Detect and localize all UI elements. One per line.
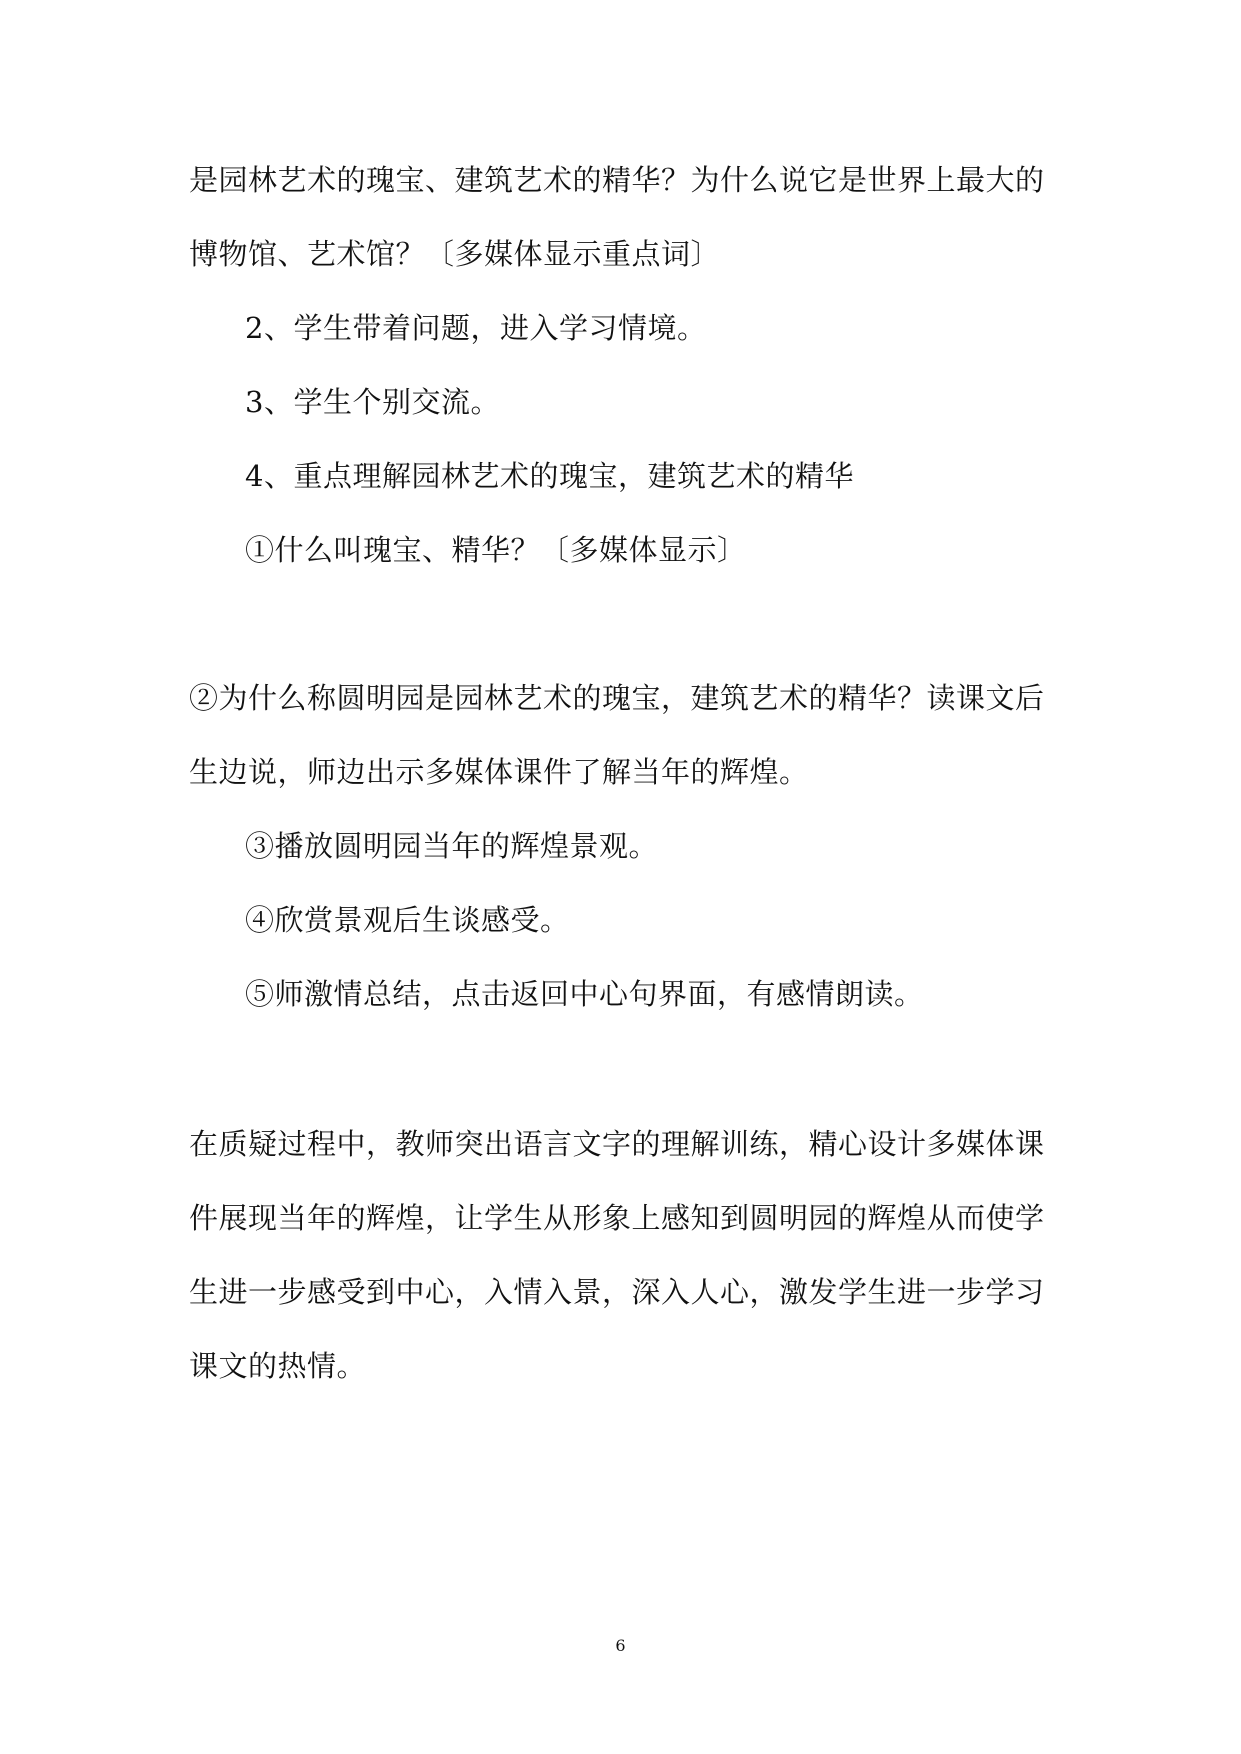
paragraph-line: 课文的热情。 <box>189 1349 367 1383</box>
paragraph-line: 件展现当年的辉煌，让学生从形象上感知到圆明园的辉煌从而使学 <box>189 1201 1045 1235</box>
list-item: 4、重点理解园林艺术的瑰宝，建筑艺术的精华 <box>245 459 854 493</box>
paragraph-line: 是园林艺术的瑰宝、建筑艺术的精华？为什么说它是世界上最大的 <box>189 163 1045 197</box>
sub-list-item: ③播放圆明园当年的辉煌景观。 <box>245 829 659 863</box>
paragraph-line: 生进一步感受到中心，入情入景，深入人心，激发学生进一步学习 <box>189 1275 1045 1309</box>
list-item: 3、学生个别交流。 <box>245 385 500 419</box>
sub-list-item: ④欣赏景观后生谈感受。 <box>245 903 570 937</box>
page-number: 6 <box>615 1636 626 1655</box>
paragraph-line: 博物馆、艺术馆？〔多媒体显示重点词〕 <box>189 237 721 271</box>
sub-list-item: ①什么叫瑰宝、精华？〔多媒体显示〕 <box>245 533 747 567</box>
sub-list-item: ⑤师激情总结，点击返回中心句界面，有感情朗读。 <box>245 977 924 1011</box>
sub-list-item: ②为什么称圆明园是园林艺术的瑰宝，建筑艺术的精华？读课文后 <box>189 681 1045 715</box>
paragraph-line: 在质疑过程中，教师突出语言文字的理解训练，精心设计多媒体课 <box>189 1127 1045 1161</box>
paragraph-line: 生边说，师边出示多媒体课件了解当年的辉煌。 <box>189 755 809 789</box>
list-item: 2、学生带着问题，进入学习情境。 <box>245 311 707 345</box>
